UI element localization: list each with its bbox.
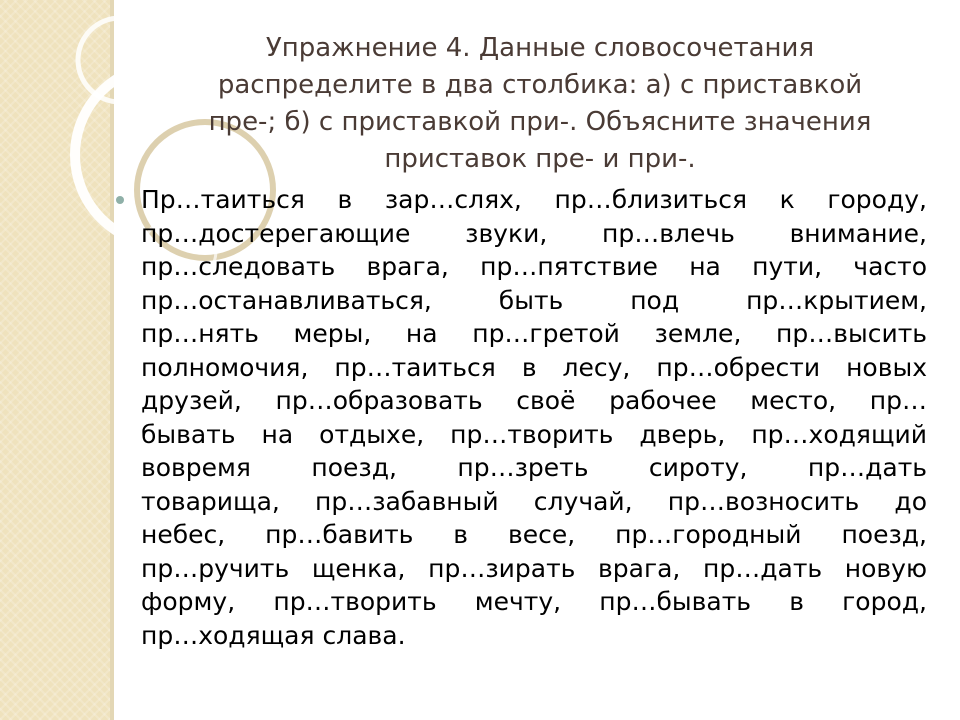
- body-line: бывать на отдыхе, пр…творить дверь, пр…ходящий: [141, 419, 927, 449]
- body-line: пр…достерегающие звуки, пр…влечь внимание,: [141, 218, 927, 248]
- exercise-title: [160, 30, 920, 178]
- title-line: распределите в два столбика: а) с приставкой: [217, 70, 863, 100]
- body-line: форму, пр…творить мечту, пр…бывать в город,: [141, 587, 927, 616]
- body-line: Пр…таиться в зар…слях, пр…близиться к городу,: [141, 185, 927, 214]
- body-line: небес, пр…бавить в весе, пр…городный поезд,: [141, 520, 927, 549]
- body-line: друзей, пр…образовать своё рабочее место, пр…: [141, 386, 927, 415]
- small-ring-decoration: [78, 18, 162, 102]
- body-line: полномочия, пр…таиться в лесу, пр…обрести новых: [141, 352, 927, 382]
- body-line: пр…останавливаться, быть под пр…крытием,: [141, 285, 927, 315]
- title-line: Упражнение 4. Данные словосочетания: [265, 33, 815, 63]
- body-line: пр…нять меры, на пр…гретой земле, пр…высить: [141, 319, 927, 348]
- body-line: пр…следовать врага, пр…пятствие на пути, часто: [141, 252, 927, 281]
- title-line: пре-; б) с приставкой при-. Объясните значения: [208, 107, 872, 137]
- bullet-point: [116, 196, 124, 204]
- exercise-body-text: [141, 183, 927, 652]
- body-line: пр…ходящая слава.: [141, 620, 406, 650]
- body-line: вовремя поезд, пр…зреть сироту, пр…дать: [141, 453, 927, 482]
- body-line: товарища, пр…забавный случай, пр…возносить до: [141, 486, 927, 516]
- body-line: пр…ручить щенка, пр…зирать врага, пр…дать новую: [141, 553, 927, 583]
- title-line: приставок пре- и при-.: [384, 144, 696, 174]
